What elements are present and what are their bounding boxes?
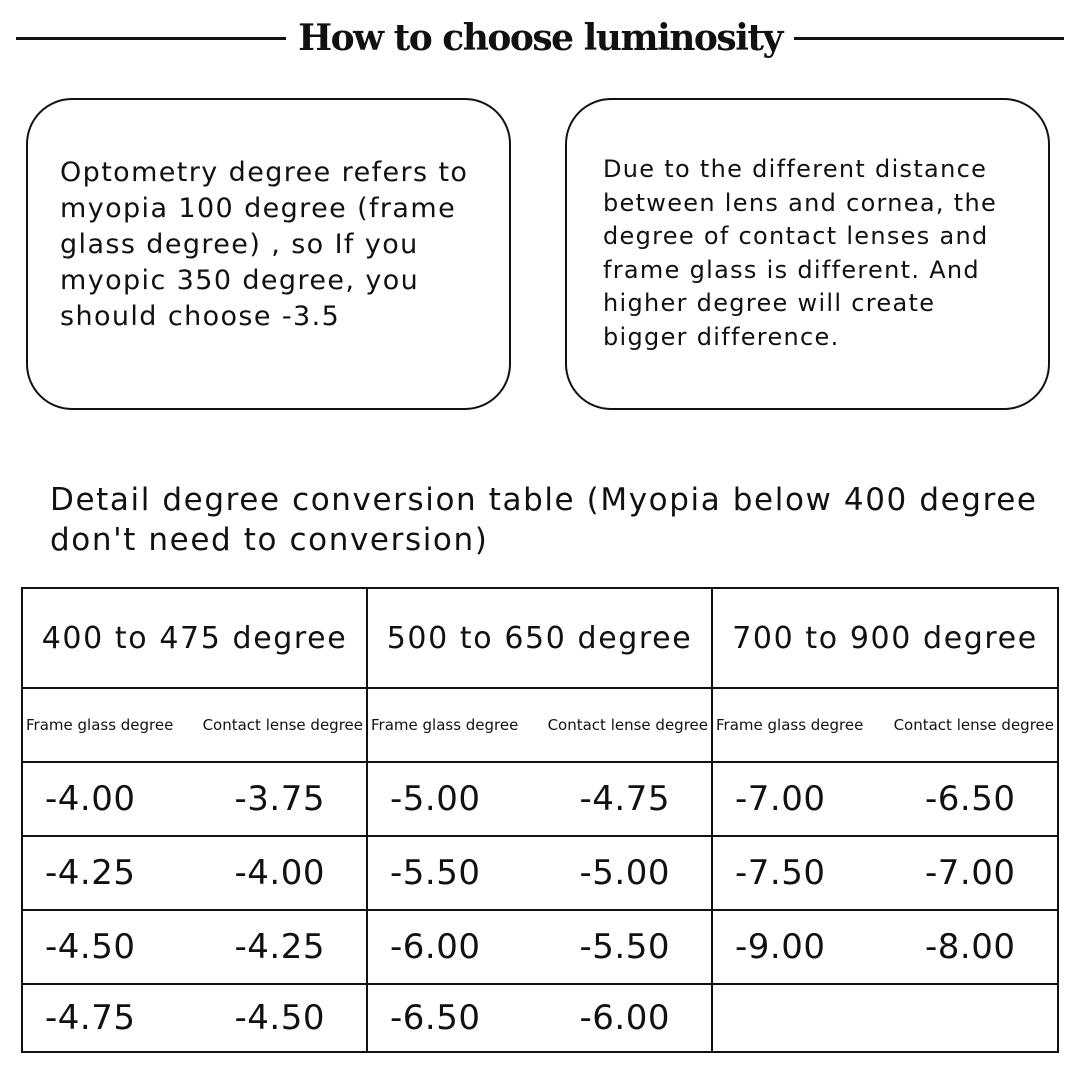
info-card-difference [565, 98, 1050, 410]
frame-value: -7.00 [735, 779, 826, 819]
contact-value: -8.00 [925, 927, 1016, 967]
table-row [22, 836, 1058, 910]
frame-value: -9.00 [735, 927, 826, 967]
table-row [22, 910, 1058, 984]
range-header: 700 to 900 degree [712, 588, 1058, 688]
frame-value: -4.00 [45, 779, 136, 819]
frame-value: -4.75 [45, 998, 136, 1038]
contact-value: -4.00 [234, 853, 325, 893]
frame-value: -4.25 [45, 853, 136, 893]
frame-glass-header: Frame glass degree [716, 716, 864, 734]
contact-lense-header: Contact lense degree [547, 716, 708, 734]
frame-value: -5.50 [390, 853, 481, 893]
frame-value: -5.00 [390, 779, 481, 819]
contact-value: -5.00 [579, 853, 670, 893]
frame-glass-header: Frame glass degree [371, 716, 519, 734]
conversion-table [21, 587, 1059, 1053]
column-header-cell [712, 688, 1058, 762]
column-header-cell [367, 688, 712, 762]
contact-value: -6.50 [925, 779, 1016, 819]
column-header-row [22, 688, 1058, 762]
table-row [22, 762, 1058, 836]
title-row [16, 10, 1064, 66]
info-card-text: Optometry degree refers to myopia 100 degree (frame glass degree) , so If you myopic 350 degree, you should choose -3.5 [60, 157, 469, 332]
column-header-cell [22, 688, 367, 762]
table-row [22, 984, 1058, 1052]
info-card-myopia [26, 98, 511, 410]
range-header: 400 to 475 degree [22, 588, 367, 688]
contact-lense-header: Contact lense degree [202, 716, 363, 734]
title-divider-left [16, 37, 286, 40]
contact-value: -3.75 [234, 779, 325, 819]
info-card-text: Due to the different distance between lens and cornea, the degree of contact lenses and frame glass is different. And higher degree will create bigger difference. [603, 155, 998, 351]
frame-value: -4.50 [45, 927, 136, 967]
contact-value: -4.50 [234, 998, 325, 1038]
table-heading: Detail degree conversion table (Myopia below 400 degree don't need to conversion) [50, 482, 1038, 558]
range-header: 500 to 650 degree [367, 588, 712, 688]
frame-value: -6.50 [390, 998, 481, 1038]
frame-value: -7.50 [735, 853, 826, 893]
frame-glass-header: Frame glass degree [26, 716, 174, 734]
frame-value: -6.00 [390, 927, 481, 967]
contact-value: -4.25 [234, 927, 325, 967]
page-title: How to choose luminosity [298, 17, 782, 59]
range-header-row [22, 588, 1058, 688]
title-divider-right [794, 37, 1064, 40]
contact-value: -4.75 [579, 779, 670, 819]
contact-value: -6.00 [579, 998, 670, 1038]
contact-lense-header: Contact lense degree [893, 716, 1054, 734]
contact-value: -7.00 [925, 853, 1016, 893]
contact-value: -5.50 [579, 927, 670, 967]
